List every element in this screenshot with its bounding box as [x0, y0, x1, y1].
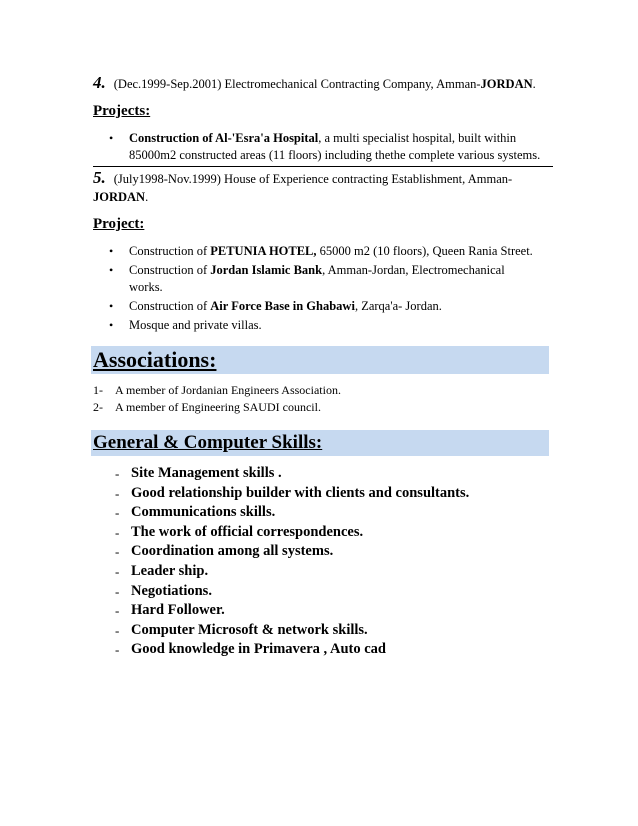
list-item [93, 298, 553, 315]
project-desc: , Amman-Jordan, Electromechanical [322, 263, 505, 277]
bullet-icon: • [109, 318, 114, 332]
project-list [93, 243, 553, 334]
project-prefix: Construction of [129, 263, 211, 277]
experience-entry-5 [93, 169, 553, 206]
entry-number: 5. [93, 168, 106, 187]
list-item [93, 503, 553, 523]
list-item [93, 523, 553, 543]
project-desc: , Zarqa'a- Jordan. [354, 299, 442, 313]
list-item [93, 130, 553, 164]
item-text: A member of Engineering SAUDI council. [115, 400, 321, 414]
item-number: 2- [93, 400, 103, 414]
entry-end: . [532, 77, 536, 91]
bullet-icon: • [109, 131, 114, 145]
project-desc: , a multi specialist hospital, built within [318, 131, 517, 145]
skills-list [93, 464, 553, 660]
entry-text: (Dec.1999-Sep.2001) Electromechanical Contracting Company, Amman- [113, 77, 481, 91]
dash-icon: - [115, 603, 120, 619]
list-item [93, 542, 553, 562]
entry-end: . [145, 190, 149, 204]
list-item [93, 601, 553, 621]
bullet-icon: • [109, 299, 114, 313]
dash-icon: - [115, 642, 120, 658]
project-name: Air Force Base in Ghabawi [210, 299, 355, 313]
list-item [93, 562, 553, 582]
item-number: 1- [93, 383, 103, 397]
dash-icon: - [115, 466, 120, 481]
project-heading: Project: [93, 216, 145, 232]
skill-text: Coordination among all systems. [131, 543, 334, 560]
projects-list [93, 130, 553, 164]
dash-icon: - [115, 485, 120, 501]
project-prefix: Construction of [129, 299, 211, 313]
dash-icon: - [115, 505, 120, 521]
document-page [93, 74, 553, 660]
list-item [93, 621, 553, 641]
list-item [93, 464, 553, 484]
bullet-icon: • [109, 263, 114, 277]
project-desc-line2: 85000m2 constructed areas (11 floors) including thethe complete various systems. [129, 148, 541, 162]
entry-country: JORDAN [480, 77, 533, 91]
associations-heading: Associations: [91, 346, 549, 374]
dash-icon: - [115, 524, 120, 540]
skill-text: Leader ship. [131, 562, 209, 579]
skill-text: Communications skills. [131, 504, 276, 521]
skill-text: Negotiations. [131, 582, 212, 599]
list-item [93, 582, 553, 602]
entry-number: 4. [93, 73, 106, 92]
list-item [93, 382, 553, 399]
experience-entry-4 [93, 74, 553, 93]
item-text: A member of Jordanian Engineers Association. [115, 383, 341, 397]
project-name: PETUNIA HOTEL, [210, 244, 317, 258]
skills-heading: General & Computer Skills: [91, 430, 549, 456]
entry-country: JORDAN [93, 190, 146, 204]
list-item [93, 484, 553, 504]
project-desc: 65000 m2 (10 floors), Queen Rania Street. [316, 244, 533, 258]
dash-icon: - [115, 583, 120, 599]
list-item [93, 640, 553, 660]
dash-icon: - [115, 544, 120, 560]
divider [93, 166, 553, 167]
project-desc-line2: works. [129, 280, 163, 294]
skill-text: Good knowledge in Primavera , Auto cad [131, 641, 386, 658]
skill-text: Good relationship builder with clients and consultants. [131, 484, 470, 501]
skill-text: The work of official correspondences. [131, 523, 364, 540]
list-item [93, 399, 553, 416]
skill-text: Site Management skills . [131, 465, 282, 481]
list-item [93, 262, 553, 296]
entry-text: (July1998-Nov.1999) House of Experience contracting Establishment, Amman- [113, 172, 513, 186]
projects-heading: Projects: [93, 103, 151, 119]
project-name: Jordan Islamic Bank [210, 263, 323, 277]
dash-icon: - [115, 622, 120, 638]
bullet-icon: • [109, 244, 114, 258]
list-item [93, 317, 553, 334]
skill-text: Hard Follower. [131, 602, 225, 619]
list-item [93, 243, 553, 260]
dash-icon: - [115, 563, 120, 579]
project-prefix: Mosque and private villas. [129, 318, 262, 332]
project-name: Construction of Al-'Esra'a Hospital [129, 131, 319, 145]
associations-list [93, 382, 553, 416]
project-prefix: Construction of [129, 244, 211, 258]
skill-text: Computer Microsoft & network skills. [131, 621, 368, 638]
